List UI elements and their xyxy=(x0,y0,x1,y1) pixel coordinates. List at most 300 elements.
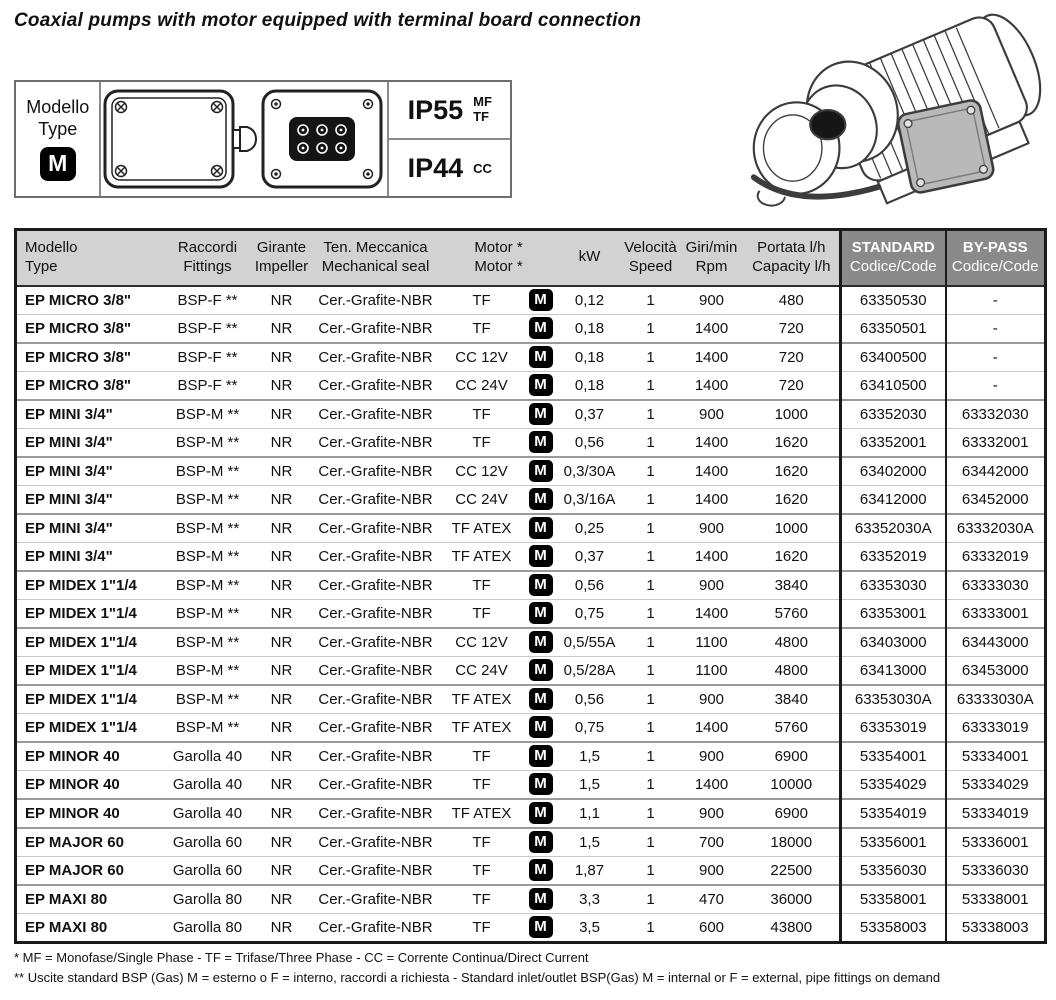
cell-rpm: 1100 xyxy=(680,628,744,657)
cell-model: EP MINOR 40 xyxy=(16,742,164,771)
cell-standard-code: 53356001 xyxy=(841,828,946,857)
cell-model: EP MINOR 40 xyxy=(16,799,164,828)
cell-rpm: 1400 xyxy=(680,770,744,799)
motor-type-label: TF ATEX xyxy=(451,690,512,708)
cell-bypass-code: 53334019 xyxy=(946,799,1046,828)
header-capacity: Portata l/h Capacity l/h xyxy=(744,230,841,286)
cell-motor xyxy=(440,542,558,571)
cell-capacity: 1620 xyxy=(744,457,841,486)
cell-standard-code: 63352001 xyxy=(841,428,946,457)
header-motor: Motor * Motor * xyxy=(440,230,558,286)
ip44-code: IP44 xyxy=(407,152,464,183)
cell-model: EP MIDEX 1"1/4 xyxy=(16,713,164,742)
cell-kw: 1,5 xyxy=(558,742,622,771)
cell-motor xyxy=(440,656,558,685)
cell-fittings: BSP-M ** xyxy=(164,685,252,714)
cell-bypass-code: - xyxy=(946,343,1046,372)
cell-model: EP MINI 3/4" xyxy=(16,428,164,457)
table-row xyxy=(16,599,1046,628)
ip55-row xyxy=(389,82,510,140)
motor-type-label: TF ATEX xyxy=(451,519,512,537)
cell-motor xyxy=(440,856,558,885)
model-label-it: Modello xyxy=(26,97,90,118)
cell-capacity: 1620 xyxy=(744,485,841,514)
cell-speed: 1 xyxy=(622,828,680,857)
cell-bypass-code: 53334001 xyxy=(946,742,1046,771)
motor-type-label: CC 12V xyxy=(455,348,508,366)
motor-type-label: TF ATEX xyxy=(451,718,512,736)
cell-speed: 1 xyxy=(622,913,680,942)
cell-seal: Cer.-Grafite-NBR xyxy=(312,913,440,942)
cell-rpm: 900 xyxy=(680,514,744,543)
table-row xyxy=(16,400,1046,429)
cell-standard-code: 63413000 xyxy=(841,656,946,685)
table-row xyxy=(16,371,1046,400)
footnote-motor-types: * MF = Monofase/Single Phase - TF = Trifase/Three Phase - CC = Corrente Continua/Direct Current xyxy=(14,950,589,965)
cell-seal: Cer.-Grafite-NBR xyxy=(312,828,440,857)
cell-seal: Cer.-Grafite-NBR xyxy=(312,656,440,685)
motor-type-label: TF ATEX xyxy=(451,547,512,565)
cell-motor xyxy=(440,314,558,343)
cell-model: EP MICRO 3/8" xyxy=(16,314,164,343)
cell-impeller: NR xyxy=(252,514,312,543)
model-m-badge-icon: M xyxy=(40,147,76,181)
cell-capacity: 22500 xyxy=(744,856,841,885)
motor-m-badge-icon: M xyxy=(529,716,553,738)
cell-kw: 0,75 xyxy=(558,713,622,742)
cell-speed: 1 xyxy=(622,885,680,914)
cell-model: EP MAXI 80 xyxy=(16,913,164,942)
cell-capacity: 720 xyxy=(744,371,841,400)
cell-seal: Cer.-Grafite-NBR xyxy=(312,400,440,429)
cell-speed: 1 xyxy=(622,656,680,685)
cell-seal: Cer.-Grafite-NBR xyxy=(312,856,440,885)
cell-kw: 0,12 xyxy=(574,291,605,309)
cell-kw: 0,25 xyxy=(558,514,622,543)
ip44-row xyxy=(389,140,510,196)
footnotes xyxy=(14,948,1050,988)
cell-bypass-code: 53338001 xyxy=(946,885,1046,914)
motor-m-badge-icon: M xyxy=(529,460,553,482)
pump-drawing-icon xyxy=(738,0,1050,224)
cell-capacity: 1620 xyxy=(744,428,841,457)
cell-capacity: 3840 xyxy=(744,685,841,714)
cell-seal: Cer.-Grafite-NBR xyxy=(312,371,440,400)
cell-speed: 1 xyxy=(646,291,655,309)
cell-seal: Cer.-Grafite-NBR xyxy=(312,314,440,343)
cell-fittings: Garolla 80 xyxy=(164,913,252,942)
cell-rpm: 1400 xyxy=(680,485,744,514)
cell-model: EP MICRO 3/8" xyxy=(16,371,164,400)
cell-impeller: NR xyxy=(252,685,312,714)
cell-kw: 0,56 xyxy=(558,428,622,457)
cell-motor xyxy=(440,885,558,914)
cell-impeller: NR xyxy=(252,314,312,343)
cell-motor xyxy=(440,599,558,628)
cell-motor xyxy=(440,628,558,657)
cell-motor xyxy=(440,485,558,514)
cell-fittings: BSP-F ** xyxy=(164,343,252,372)
cell-rpm: 1400 xyxy=(680,371,744,400)
cell-bypass-code: 63333030 xyxy=(946,571,1046,600)
cell-fittings: Garolla 60 xyxy=(164,856,252,885)
cell-motor xyxy=(440,400,558,429)
header-model: Modello Type xyxy=(16,230,164,286)
cell-model: EP MINI 3/4" xyxy=(16,514,164,543)
cell-rpm: 700 xyxy=(680,828,744,857)
motor-m-badge-icon: M xyxy=(529,916,553,938)
cell-bypass-code: 53336001 xyxy=(946,828,1046,857)
cell-rpm: 900 xyxy=(680,400,744,429)
cell-impeller: NR xyxy=(252,742,312,771)
table-row xyxy=(16,742,1046,771)
cell-fittings: BSP-M ** xyxy=(164,542,252,571)
cell-capacity: 5760 xyxy=(744,713,841,742)
cell-seal: Cer.-Grafite-NBR xyxy=(312,599,440,628)
cell-rpm: 1400 xyxy=(680,343,744,372)
motor-m-badge-icon: M xyxy=(529,602,553,624)
cell-rpm: 1400 xyxy=(680,599,744,628)
cell-fittings: Garolla 40 xyxy=(164,799,252,828)
table-row xyxy=(16,314,1046,343)
cell-kw: 0,5/28A xyxy=(558,656,622,685)
table-row xyxy=(16,571,1046,600)
cell-model: EP MIDEX 1"1/4 xyxy=(16,628,164,657)
cell-seal: Cer.-Grafite-NBR xyxy=(312,514,440,543)
cell-rpm: 900 xyxy=(680,742,744,771)
cell-bypass-code: 63333001 xyxy=(946,599,1046,628)
table-row xyxy=(16,856,1046,885)
cell-standard-code: 53354029 xyxy=(841,770,946,799)
motor-type-label: CC 24V xyxy=(455,490,508,508)
cell-kw: 0,5/55A xyxy=(558,628,622,657)
cell-kw: 0,18 xyxy=(558,371,622,400)
cell-rpm: 900 xyxy=(680,685,744,714)
cell-bypass-code: 63332030A xyxy=(946,514,1046,543)
motor-type-label: TF xyxy=(472,775,491,793)
cell-bypass-code: 63332030 xyxy=(946,400,1046,429)
cell-rpm: 900 xyxy=(680,799,744,828)
motor-type-label: TF xyxy=(472,833,491,851)
motor-type-label: TF xyxy=(472,433,491,451)
cell-kw: 0,18 xyxy=(558,343,622,372)
cell-capacity: 18000 xyxy=(744,828,841,857)
motor-m-badge-icon: M xyxy=(529,545,553,567)
cell-speed: 1 xyxy=(622,713,680,742)
cell-standard-code: 63352019 xyxy=(841,542,946,571)
cell-impeller: NR xyxy=(252,400,312,429)
ip55-motor-tf: TF xyxy=(473,109,489,124)
cell-capacity: 1620 xyxy=(744,542,841,571)
pump-illustration xyxy=(738,0,1050,224)
cell-motor xyxy=(440,742,558,771)
cell-capacity: 43800 xyxy=(744,913,841,942)
cell-motor xyxy=(440,913,558,942)
cell-model: EP MINI 3/4" xyxy=(16,542,164,571)
table-row xyxy=(16,343,1046,372)
cell-motor xyxy=(440,457,558,486)
cell-model: EP MINI 3/4" xyxy=(16,400,164,429)
cell-fittings: BSP-M ** xyxy=(164,514,252,543)
cell-motor xyxy=(440,371,558,400)
cell-kw: 0,18 xyxy=(558,314,622,343)
ip55-motor-mf: MF xyxy=(473,94,492,110)
cell-kw: 0,3/30A xyxy=(558,457,622,486)
cell-standard-code: 53358001 xyxy=(841,885,946,914)
cell-kw: 0,56 xyxy=(558,571,622,600)
table-row xyxy=(16,485,1046,514)
cell-fittings: BSP-M ** xyxy=(164,428,252,457)
cell-impeller: NR xyxy=(252,371,312,400)
header-seal: Ten. Meccanica Mechanical seal xyxy=(312,230,440,286)
motor-m-badge-icon: M xyxy=(529,289,553,311)
cell-kw: 0,3/16A xyxy=(558,485,622,514)
motor-m-badge-icon: M xyxy=(529,859,553,881)
cell-standard-code: 63353030 xyxy=(841,571,946,600)
motor-type-label: CC 12V xyxy=(455,633,508,651)
page-title: Coaxial pumps with motor equipped with terminal board connection xyxy=(14,10,642,31)
motor-type-label: CC 24V xyxy=(455,376,508,394)
cell-kw: 0,75 xyxy=(558,599,622,628)
cell-capacity: 720 xyxy=(744,343,841,372)
cell-standard-code: 63403000 xyxy=(841,628,946,657)
cell-bypass-code: - xyxy=(946,314,1046,343)
motor-m-badge-icon: M xyxy=(529,659,553,681)
cell-capacity: 1000 xyxy=(744,514,841,543)
cell-model: EP MIDEX 1"1/4 xyxy=(16,656,164,685)
cell-speed: 1 xyxy=(622,685,680,714)
cell-model: EP MAXI 80 xyxy=(16,885,164,914)
cell-speed: 1 xyxy=(622,628,680,657)
cell-seal: Cer.-Grafite-NBR xyxy=(312,770,440,799)
pump-spec-table xyxy=(14,228,1047,944)
motor-m-badge-icon: M xyxy=(529,317,553,339)
motor-type-label: TF xyxy=(472,861,491,879)
cell-kw: 3,3 xyxy=(558,885,622,914)
cell-speed: 1 xyxy=(622,514,680,543)
cell-model: EP MINI 3/4" xyxy=(16,457,164,486)
motor-m-badge-icon: M xyxy=(529,831,553,853)
cell-capacity: 4800 xyxy=(744,656,841,685)
cell-bypass-code: 53334029 xyxy=(946,770,1046,799)
cell-capacity: 6900 xyxy=(744,799,841,828)
cell-fittings: Garolla 80 xyxy=(164,885,252,914)
cell-impeller: NR xyxy=(252,599,312,628)
cell-bypass-code: 63452000 xyxy=(946,485,1046,514)
cell-standard-code: 53358003 xyxy=(841,913,946,942)
table-row xyxy=(16,628,1046,657)
cell-motor xyxy=(440,514,558,543)
table-row xyxy=(16,770,1046,799)
cell-seal: Cer.-Grafite-NBR xyxy=(312,428,440,457)
cell-speed: 1 xyxy=(622,343,680,372)
cell-fittings: BSP-M ** xyxy=(164,628,252,657)
cell-motor xyxy=(440,713,558,742)
cell-fittings: BSP-F ** xyxy=(177,291,238,309)
table-row xyxy=(16,799,1046,828)
cell-speed: 1 xyxy=(622,371,680,400)
cell-speed: 1 xyxy=(622,485,680,514)
cell-fittings: Garolla 40 xyxy=(164,742,252,771)
header-rpm: Giri/min Rpm xyxy=(680,230,744,286)
header-fittings: Raccordi Fittings xyxy=(164,230,252,286)
motor-type-label: TF xyxy=(472,291,491,309)
cell-impeller: NR xyxy=(252,770,312,799)
motor-m-badge-icon: M xyxy=(529,517,553,539)
cell-fittings: BSP-M ** xyxy=(164,713,252,742)
cell-fittings: BSP-F ** xyxy=(164,371,252,400)
table-row xyxy=(16,828,1046,857)
cell-impeller: NR xyxy=(252,913,312,942)
cell-impeller: NR xyxy=(252,343,312,372)
table-row xyxy=(16,913,1046,942)
table-row xyxy=(16,713,1046,742)
cell-model: EP MIDEX 1"1/4 xyxy=(16,571,164,600)
cell-motor xyxy=(440,799,558,828)
model-type-cell xyxy=(16,82,101,196)
header-kw: kW xyxy=(558,230,622,286)
cell-speed: 1 xyxy=(622,799,680,828)
terminal-box-closed-icon xyxy=(101,87,259,191)
motor-m-badge-icon: M xyxy=(529,631,553,653)
cell-speed: 1 xyxy=(622,770,680,799)
cell-speed: 1 xyxy=(622,742,680,771)
cell-standard-code: 63412000 xyxy=(841,485,946,514)
cell-seal: Cer.-Grafite-NBR xyxy=(318,291,433,309)
terminal-box-drawings xyxy=(101,82,389,196)
cell-kw: 1,5 xyxy=(558,770,622,799)
terminal-board-icon xyxy=(259,87,387,191)
cell-bypass-code: 63443000 xyxy=(946,628,1046,657)
cell-kw: 3,5 xyxy=(558,913,622,942)
ip55-motor-types xyxy=(473,95,492,125)
cell-fittings: Garolla 40 xyxy=(164,770,252,799)
motor-type-label: TF ATEX xyxy=(451,804,512,822)
header-impeller: Girante Impeller xyxy=(252,230,312,286)
cell-impeller: NR xyxy=(252,571,312,600)
ip44-motor-cc: CC xyxy=(473,160,492,176)
table-row xyxy=(16,656,1046,685)
cell-rpm: 1100 xyxy=(680,656,744,685)
cell-bypass-code: 63333019 xyxy=(946,713,1046,742)
footnote-fittings: ** Uscite standard BSP (Gas) M = esterno o F = interno, raccordi a richiesta - Standard inlet/outlet BSP(Gas) M = internal or F = external, pipe fittings on demand xyxy=(14,970,941,986)
motor-m-badge-icon: M xyxy=(529,374,553,396)
ip55-code: IP55 xyxy=(407,94,464,125)
header-bypass-code: BY-PASS Codice/Code xyxy=(946,230,1046,286)
motor-type-label: CC 24V xyxy=(455,661,508,679)
cell-bypass-code: 63442000 xyxy=(946,457,1046,486)
cell-speed: 1 xyxy=(622,856,680,885)
motor-m-badge-icon: M xyxy=(529,431,553,453)
cell-seal: Cer.-Grafite-NBR xyxy=(312,713,440,742)
cell-rpm: 900 xyxy=(698,291,725,309)
cell-rpm: 600 xyxy=(680,913,744,942)
motor-type-label: TF xyxy=(472,604,491,622)
cell-standard-code: 63352030A xyxy=(841,514,946,543)
cell-standard-code: 63352030 xyxy=(841,400,946,429)
cell-rpm: 900 xyxy=(680,571,744,600)
cell-standard-code: 63350530 xyxy=(841,286,946,315)
cell-impeller: NR xyxy=(252,713,312,742)
cell-capacity: 4800 xyxy=(744,628,841,657)
cell-speed: 1 xyxy=(622,314,680,343)
cell-capacity: 3840 xyxy=(744,571,841,600)
model-type-info-box xyxy=(14,80,512,198)
cell-fittings: BSP-M ** xyxy=(164,400,252,429)
cell-speed: 1 xyxy=(622,400,680,429)
cell-seal: Cer.-Grafite-NBR xyxy=(312,571,440,600)
cell-capacity: 5760 xyxy=(744,599,841,628)
cell-bypass-code: 53338003 xyxy=(946,913,1046,942)
cell-speed: 1 xyxy=(622,571,680,600)
cell-fittings: BSP-M ** xyxy=(164,656,252,685)
cell-standard-code: 63350501 xyxy=(841,314,946,343)
cell-seal: Cer.-Grafite-NBR xyxy=(312,457,440,486)
cell-standard-code: 53354001 xyxy=(841,742,946,771)
cell-motor xyxy=(440,343,558,372)
cell-kw: 0,37 xyxy=(558,542,622,571)
cell-standard-code: 53356030 xyxy=(841,856,946,885)
cell-seal: Cer.-Grafite-NBR xyxy=(312,742,440,771)
cell-fittings: BSP-F ** xyxy=(164,314,252,343)
cell-model: EP MICRO 3/8" xyxy=(16,343,164,372)
cell-capacity: 36000 xyxy=(744,885,841,914)
cell-standard-code: 63410500 xyxy=(841,371,946,400)
motor-type-label: TF xyxy=(472,576,491,594)
cell-speed: 1 xyxy=(622,428,680,457)
cell-bypass-code: - xyxy=(946,286,1046,315)
table-row xyxy=(16,457,1046,486)
cell-bypass-code: 63333030A xyxy=(946,685,1046,714)
motor-type-label: TF xyxy=(472,405,491,423)
motor-type-label: TF xyxy=(472,747,491,765)
motor-m-badge-icon: M xyxy=(529,773,553,795)
cell-seal: Cer.-Grafite-NBR xyxy=(312,799,440,828)
cell-capacity: 6900 xyxy=(744,742,841,771)
motor-m-badge-icon: M xyxy=(529,745,553,767)
cell-speed: 1 xyxy=(622,457,680,486)
cell-rpm: 1400 xyxy=(680,713,744,742)
cell-bypass-code: 53336030 xyxy=(946,856,1046,885)
motor-m-badge-icon: M xyxy=(529,688,553,710)
cell-speed: 1 xyxy=(622,599,680,628)
motor-m-badge-icon: M xyxy=(529,802,553,824)
cell-impeller: NR xyxy=(270,291,293,309)
cell-impeller: NR xyxy=(252,628,312,657)
cell-fittings: BSP-M ** xyxy=(164,599,252,628)
cell-fittings: Garolla 60 xyxy=(164,828,252,857)
cell-rpm: 1400 xyxy=(680,428,744,457)
cell-standard-code: 63353019 xyxy=(841,713,946,742)
cell-rpm: 1400 xyxy=(680,457,744,486)
cell-fittings: BSP-M ** xyxy=(164,571,252,600)
table-header-row xyxy=(16,230,1046,286)
cell-bypass-code: 63332001 xyxy=(946,428,1046,457)
cell-motor xyxy=(440,428,558,457)
motor-m-badge-icon: M xyxy=(529,888,553,910)
model-label-en: Type xyxy=(38,119,78,139)
cell-impeller: NR xyxy=(252,856,312,885)
motor-type-label: TF xyxy=(472,319,491,337)
motor-m-badge-icon: M xyxy=(529,403,553,425)
cell-seal: Cer.-Grafite-NBR xyxy=(312,685,440,714)
header-speed: Velocità Speed xyxy=(622,230,680,286)
cell-rpm: 1400 xyxy=(680,542,744,571)
cell-kw: 0,56 xyxy=(558,685,622,714)
cell-standard-code: 63400500 xyxy=(841,343,946,372)
cell-motor xyxy=(440,685,558,714)
cell-seal: Cer.-Grafite-NBR xyxy=(312,485,440,514)
